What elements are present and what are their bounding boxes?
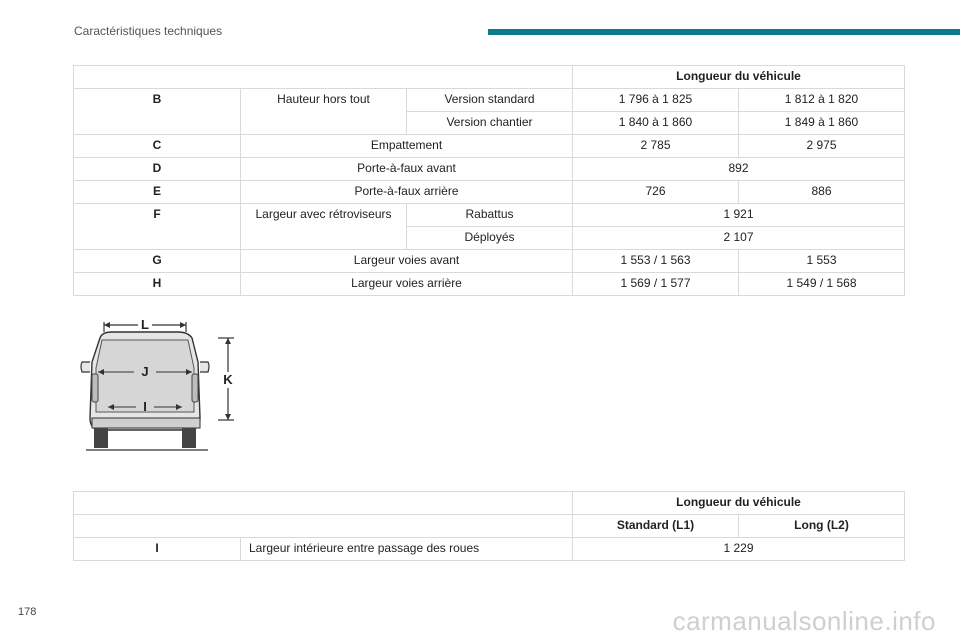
row-value: 892 [573, 158, 905, 181]
table-row [74, 204, 905, 227]
row-sublabel: Déployés [407, 227, 573, 250]
header-empty-cell [74, 515, 573, 538]
header-accent-bar [488, 29, 960, 35]
vehicle-length-header: Longueur du véhicule [573, 492, 905, 515]
dimension-label-l: L [141, 317, 149, 332]
table-subheader-row [74, 515, 905, 538]
row-value: 1 549 / 1 568 [739, 273, 905, 296]
column-long: Long (L2) [739, 515, 905, 538]
row-label: Largeur intérieure entre passage des roues [241, 538, 573, 561]
row-value: 2 975 [739, 135, 905, 158]
row-value: 1 812 à 1 820 [739, 89, 905, 112]
row-sublabel: Rabattus [407, 204, 573, 227]
row-label: Empattement [241, 135, 573, 158]
table-row [74, 181, 905, 204]
table-row [74, 158, 905, 181]
row-value: 2 785 [573, 135, 739, 158]
row-key: C [74, 135, 241, 158]
dimension-label-j: J [141, 364, 149, 379]
vehicle-rear-diagram [78, 310, 248, 460]
table-row [74, 89, 905, 112]
header-empty-cell [74, 492, 573, 515]
row-sublabel: Version chantier [407, 112, 573, 135]
row-key: G [74, 250, 241, 273]
page-number: 178 [18, 606, 37, 618]
row-key: I [74, 538, 241, 561]
row-key: H [74, 273, 241, 296]
row-label: Largeur voies avant [241, 250, 573, 273]
row-key: B [74, 89, 241, 135]
row-label: Hauteur hors tout [241, 89, 407, 135]
row-label: Largeur voies arrière [241, 273, 573, 296]
row-value: 1 796 à 1 825 [573, 89, 739, 112]
row-value: 886 [739, 181, 905, 204]
table-header-row [74, 66, 905, 89]
watermark: carmanualsonline.info [672, 606, 936, 636]
row-key: F [74, 204, 241, 250]
row-label: Porte-à-faux avant [241, 158, 573, 181]
row-value: 726 [573, 181, 739, 204]
row-key: D [74, 158, 241, 181]
row-value: 2 107 [573, 227, 905, 250]
table-row [74, 250, 905, 273]
table-row [74, 273, 905, 296]
dimensions-table [73, 65, 905, 296]
row-label: Porte-à-faux arrière [241, 181, 573, 204]
table-header-row [74, 492, 905, 515]
table-row [74, 135, 905, 158]
row-value: 1 569 / 1 577 [573, 273, 739, 296]
dimension-label-i: I [143, 399, 147, 414]
row-key: E [74, 181, 241, 204]
column-standard: Standard (L1) [573, 515, 739, 538]
row-value: 1 921 [573, 204, 905, 227]
row-value: 1 849 à 1 860 [739, 112, 905, 135]
table-row [74, 538, 905, 561]
vehicle-length-header: Longueur du véhicule [573, 66, 905, 89]
section-title: Caractéristiques techniques [74, 24, 223, 38]
row-sublabel: Version standard [407, 89, 573, 112]
row-value: 1 229 [573, 538, 905, 561]
row-value: 1 553 / 1 563 [573, 250, 739, 273]
header-empty-cell [74, 66, 573, 89]
interior-width-table [73, 491, 905, 561]
row-label: Largeur avec rétroviseurs [241, 204, 407, 250]
row-value: 1 840 à 1 860 [573, 112, 739, 135]
dimension-label-k: K [223, 372, 233, 387]
row-value: 1 553 [739, 250, 905, 273]
